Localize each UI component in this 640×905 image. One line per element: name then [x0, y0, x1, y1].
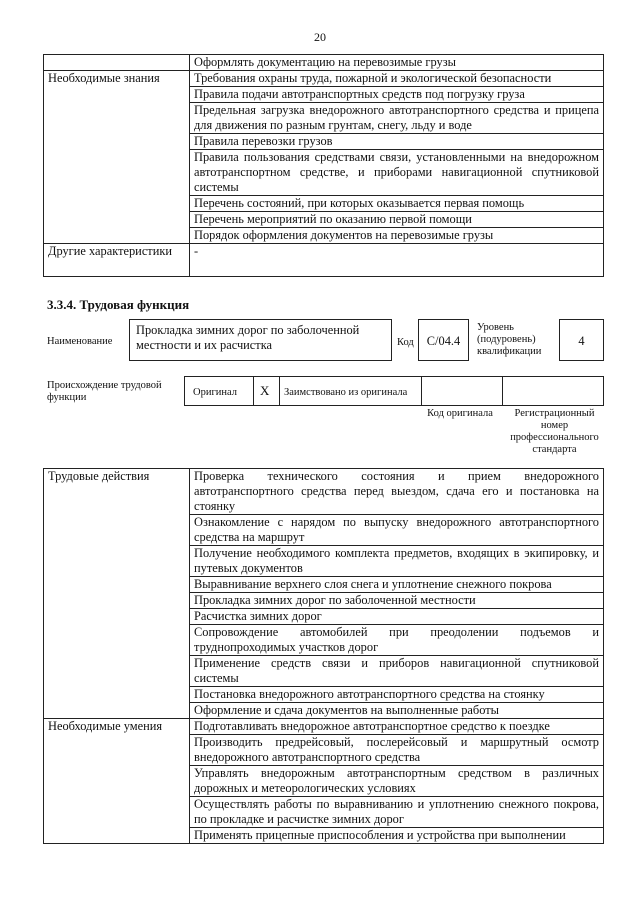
row-value: Получение необходимого комплекта предметов, входящих в экипировку, и путевых документов [190, 546, 604, 577]
section-title: 3.3.4. Трудовая функция [47, 297, 190, 312]
row-label-skills: Необходимые умения [44, 719, 190, 844]
row-value: Оформление и сдача документов на выполненные работы [190, 703, 604, 719]
row-value: Ознакомление с нарядом по выпуску внедорожного автотранспортного средства на маршрут [190, 515, 604, 546]
row-value: Применение средств связи и приборов навигационной спутниковой системы [190, 656, 604, 687]
table-row [44, 719, 604, 735]
page-number: 20 [314, 30, 326, 44]
row-label-knowledge: Необходимые знания [44, 71, 190, 244]
level-label: Уровень (подуровень) квалификации [477, 322, 542, 357]
row-value: Осуществлять работы по выравниванию и уплотнению снежного покрова, по прокладке и расчистке зимних дорог [190, 797, 604, 828]
table-row [44, 71, 604, 87]
row-value: Расчистка зимних дорог [190, 609, 604, 625]
row-value: Правила подачи автотранспортных средств под погрузку груза [190, 87, 604, 103]
row-value: Предельная загрузка внедорожного автотранспортного средства и прицепа для движения по разным грунтам, снегу, льду и воде [190, 103, 604, 134]
row-value: Правила пользования средствами связи, установленными на внедорожном автотранспортном средстве, и приборами навигационной спутниковой системы [190, 150, 604, 196]
row-value: Перечень мероприятий по оказанию первой помощи [190, 212, 604, 228]
row-value: Оформлять документацию на перевозимые грузы [190, 55, 604, 71]
row-value: Постановка внедорожного автотранспортного средства на стоянку [190, 687, 604, 703]
row-label [44, 55, 190, 71]
original-mark: X [260, 383, 270, 398]
origin-label: Происхождение трудовой функции [47, 380, 162, 403]
table-row [44, 55, 604, 71]
code-label: Код [397, 337, 414, 348]
knowledge-table [43, 54, 604, 277]
row-value: Сопровождение автомобилей при преодолении подъемов и труднопроходимых участков дорог [190, 625, 604, 656]
row-label-other: Другие характеристики [44, 244, 190, 277]
row-value: Применять прицепные приспособления и устройства при выполнении [190, 828, 604, 844]
row-value: Перечень состояний, при которых оказывается первая помощь [190, 196, 604, 212]
row-value: Производить предрейсовый, послерейсовый и маршрутный осмотр внедорожного автотранспортного средства [190, 735, 604, 766]
reg-number-caption: Регистрационный номер профессионального стандарта [510, 408, 599, 455]
row-value: Порядок оформления документов на перевозимые грузы [190, 228, 604, 244]
row-value: Подготавливать внедорожное автотранспортное средство к поездке [190, 719, 604, 735]
row-value: Прокладка зимних дорог по заболоченной местности [190, 593, 604, 609]
row-label-actions: Трудовые действия [44, 469, 190, 719]
row-value: Выравнивание верхнего слоя снега и уплотнение снежного покрова [190, 577, 604, 593]
actions-table [43, 468, 604, 844]
borrowed-label: Заимствовано из оригинала [284, 387, 408, 398]
code-origin-cell [421, 377, 503, 405]
row-value: - [190, 244, 604, 277]
code-value: C/04.4 [418, 319, 469, 361]
row-value: Правила перевозки грузов [190, 134, 604, 150]
row-value: Требования охраны труда, пожарной и экологической безопасности [190, 71, 604, 87]
row-value: Проверка технического состояния и прием внедорожного автотранспортного средства перед выездом, сдача его и постановка на стоянку [190, 469, 604, 515]
level-value: 4 [559, 319, 604, 361]
table-row [44, 244, 604, 277]
name-label: Наименование [47, 336, 113, 347]
function-name: Прокладка зимних дорог по заболоченной местности и их расчистка [129, 319, 392, 361]
original-label: Оригинал [193, 387, 237, 398]
table-row [44, 469, 604, 515]
row-value: Управлять внедорожным автотранспортным средством в различных дорожных и метеорологических условиях [190, 766, 604, 797]
code-origin-caption: Код оригинала [427, 408, 493, 419]
